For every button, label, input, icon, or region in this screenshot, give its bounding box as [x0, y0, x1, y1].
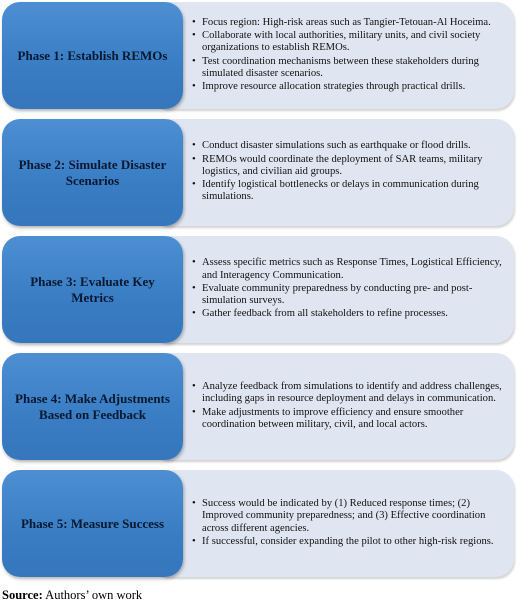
phase-5-bullet-list [192, 498, 504, 549]
phase-2-bullet: • Identify logistical bottlenecks or delays in communication during simulations. [202, 179, 504, 203]
phase-1-title: Phase 1: Establish REMOs [17, 47, 168, 63]
phase-1-bullet: • Collaborate with local authorities, military units, and civil society organizations to establish REMOs. [202, 30, 504, 54]
phase-2-bullet-list [192, 140, 504, 204]
phase-1-details [152, 2, 514, 109]
phase-5-box [2, 470, 183, 577]
phase-3-title: Phase 3: Evaluate Key Metrics [30, 274, 155, 305]
phase-3-details [152, 236, 514, 343]
phase-5-title: Phase 5: Measure Success [20, 515, 165, 531]
phase-row-1 [2, 2, 518, 109]
phase-1-bullet: • Test coordination mechanisms between these stakeholders during simulated disaster scenarios. [202, 56, 504, 80]
source-label: Source: [2, 588, 43, 602]
phase-4-bullet-list [192, 381, 504, 432]
phase-4-details [152, 353, 514, 460]
phase-4-title: Phase 4: Make Adjustments Based on Feedback [15, 391, 170, 422]
phase-1-bullet: • Improve resource allocation strategies through practical drills. [202, 81, 504, 93]
phase-4-box [2, 353, 183, 460]
phase-5-bullet: • If successful, consider expanding the pilot to other high-risk regions. [202, 536, 504, 548]
source-text: Authors’ own work [42, 588, 143, 602]
phase-3-bullet-list [192, 257, 504, 321]
phase-3-box [2, 236, 183, 343]
phase-3-bullet: • Assess specific metrics such as Response Times, Logistical Efficiency, and Interagency Communication. [202, 257, 504, 281]
phase-row-3 [2, 236, 518, 343]
phase-1-box [2, 2, 183, 109]
phase-row-5 [2, 470, 518, 577]
phase-2-bullet: • Conduct disaster simulations such as earthquake or flood drills. [202, 140, 504, 152]
phase-2-details [152, 119, 514, 226]
phase-1-bullet: • Focus region: High-risk areas such as Tangier-Tetouan-Al Hoceima. [202, 17, 504, 29]
phase-3-bullet: • Gather feedback from all stakeholders to refine processes. [202, 308, 504, 320]
phase-4-bullet: • Make adjustments to improve efficiency and ensure smoother coordination between military, civil, and local actors. [202, 407, 504, 431]
phase-2-bullet: • REMOs would coordinate the deployment of SAR teams, military logistics, and civilian aid groups. [202, 154, 504, 178]
phase-1-bullet-list [192, 17, 504, 94]
phase-4-bullet: • Analyze feedback from simulations to identify and address challenges, including gaps in resource deployment and delays in communication. [202, 381, 504, 405]
phase-5-bullet: • Success would be indicated by (1) Reduced response times; (2) Improved community preparedness; and (3) Effective coordination across different agencies. [202, 498, 504, 535]
phase-3-bullet: • Evaluate community preparedness by conducting pre- and post-simulation surveys. [202, 283, 504, 307]
phase-row-4 [2, 353, 518, 460]
phase-2-title: Phase 2: Simulate Disaster Scenarios [18, 157, 167, 188]
source-note [2, 588, 142, 603]
phase-row-2 [2, 119, 518, 226]
phase-2-box [2, 119, 183, 226]
phase-5-details [152, 470, 514, 577]
